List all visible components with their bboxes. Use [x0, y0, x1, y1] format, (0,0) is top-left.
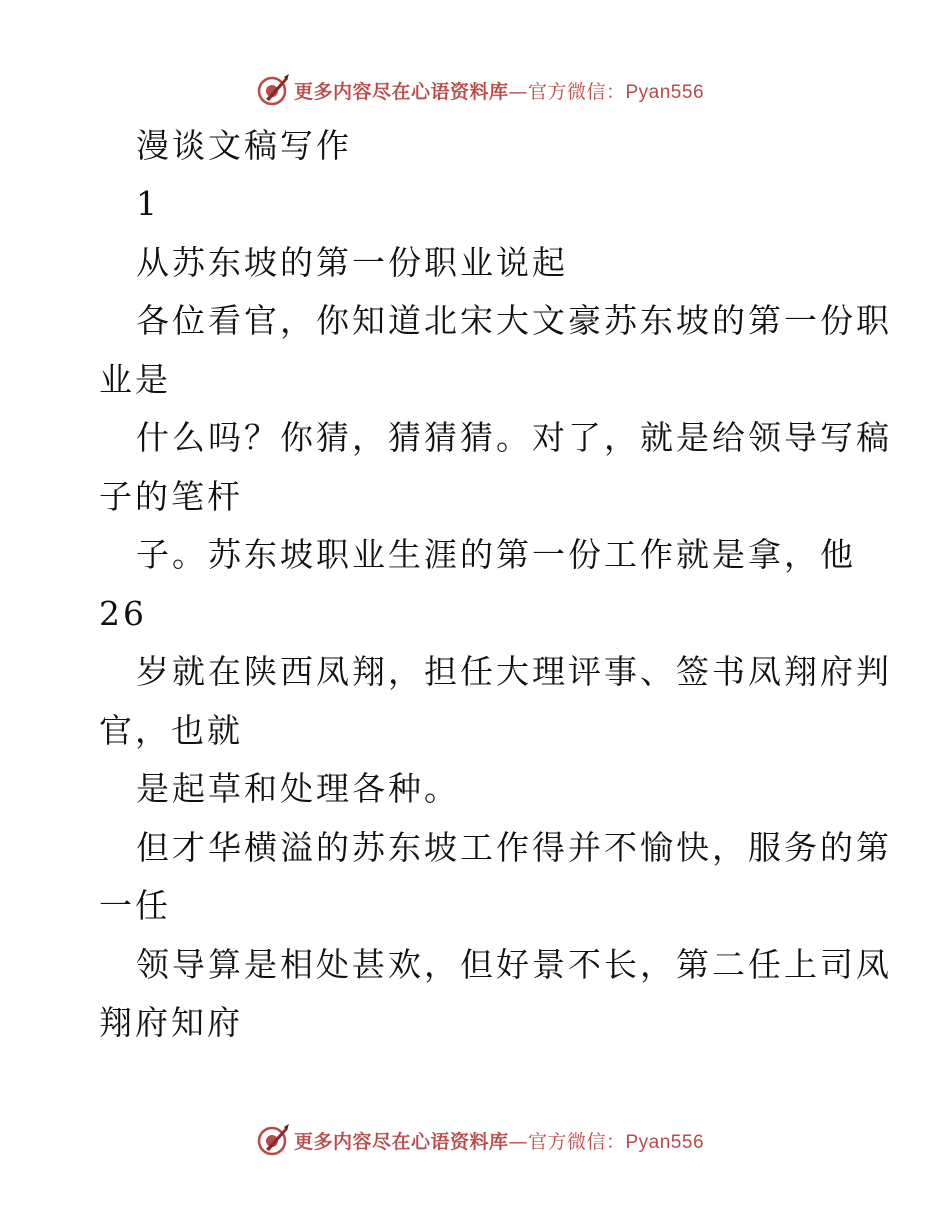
paragraph-line: 子的笔杆 — [99, 477, 243, 516]
paragraph-line: 各位看官，你知道北宋大文豪苏东坡的第一份职 — [136, 301, 892, 340]
brush-logo-icon — [256, 1123, 290, 1157]
header-watermark — [0, 70, 950, 110]
watermark-wechat-id: Pyan556 — [625, 81, 705, 103]
paragraph-line: 一任 — [99, 886, 171, 925]
paragraph-line: 什么吗？你猜，猜猜猜。对了，就是给领导写稿 — [136, 418, 892, 457]
paragraph-line: 是起草和处理各种。 — [136, 769, 460, 808]
document-title: 漫谈文稿写作 — [136, 126, 352, 165]
section-heading: 从苏东坡的第一份职业说起 — [136, 243, 568, 282]
watermark-wechat-id: Pyan556 — [625, 1131, 705, 1153]
paragraph-line: 子。苏东坡职业生涯的第一份工作就是拿，他 — [136, 535, 856, 574]
paragraph-line: 官，也就 — [99, 711, 243, 750]
watermark-dash: — — [508, 80, 528, 103]
watermark-text — [294, 1127, 704, 1154]
watermark-main: 更多内容尽在心语资料库 — [293, 1130, 509, 1153]
section-number: 1 — [136, 184, 160, 223]
paragraph-line: 岁就在陕西凤翔，担任大理评事、签书凤翔府判 — [136, 652, 892, 691]
footer-watermark-inner — [256, 1123, 704, 1157]
paragraph-line: 26 — [99, 594, 147, 633]
watermark-dash: — — [508, 1130, 528, 1153]
paragraph-line: 业是 — [99, 360, 171, 399]
paragraph-line: 翔府知府 — [99, 1003, 243, 1042]
watermark-wechat-label: 官方微信： — [527, 1130, 626, 1153]
paragraph-line: 领导算是相处甚欢，但好景不长，第二任上司凤 — [136, 945, 892, 984]
watermark-wechat-label: 官方微信： — [527, 80, 626, 103]
watermark-text — [294, 77, 704, 104]
brush-logo-icon — [256, 73, 290, 107]
paragraph-line: 但才华横溢的苏东坡工作得并不愉快，服务的第 — [136, 828, 892, 867]
header-watermark-inner — [256, 73, 704, 107]
footer-watermark — [0, 1120, 950, 1160]
watermark-main: 更多内容尽在心语资料库 — [293, 80, 509, 103]
